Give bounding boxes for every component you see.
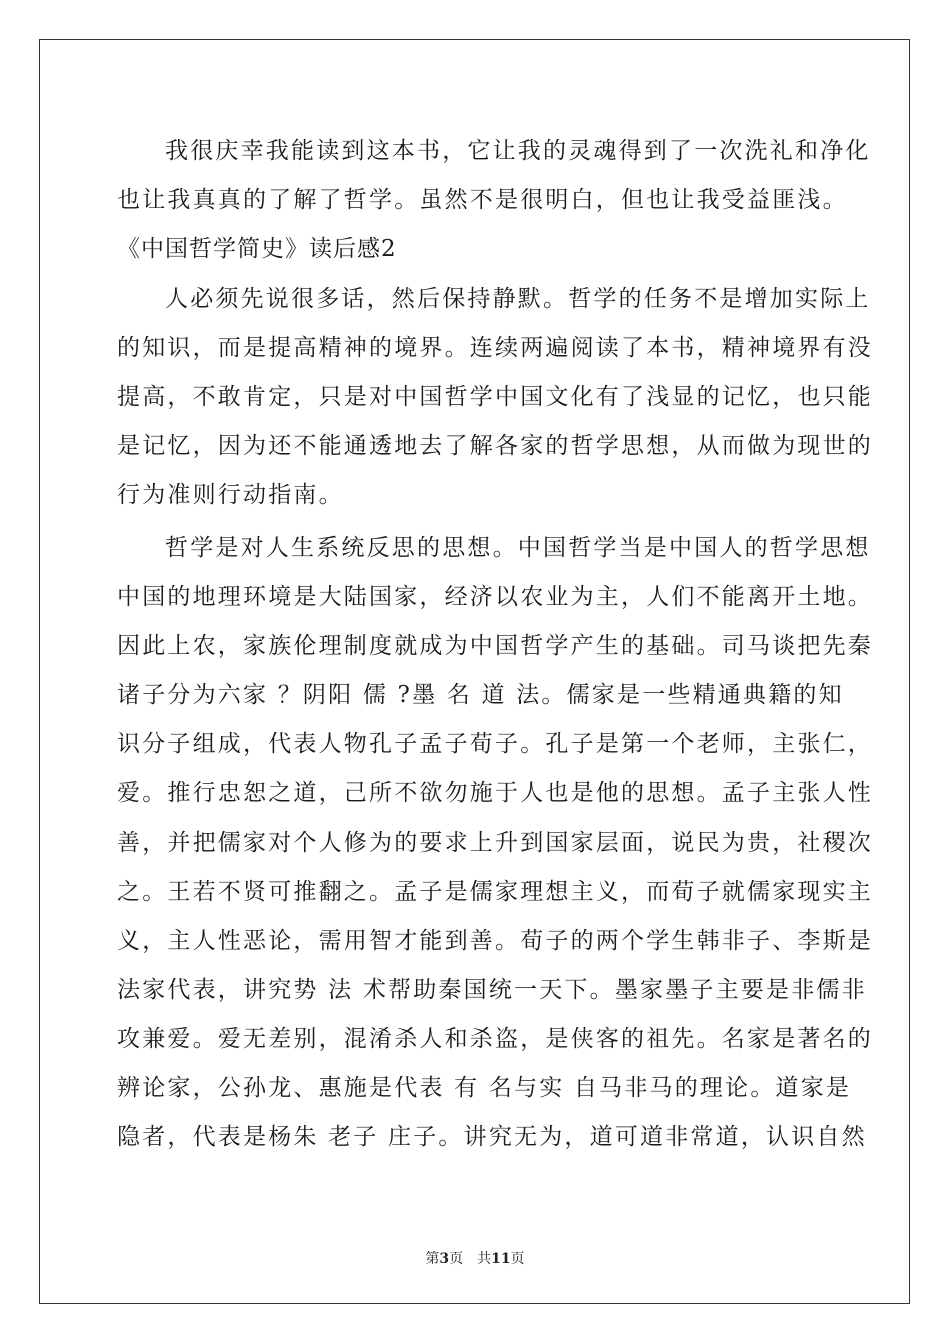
paragraph-line: 识分子组成，代表人物孔子孟子荀子。孔子是第一个老师，主张仁，: [117, 731, 873, 757]
footer-page-total: 11: [491, 1251, 511, 1267]
paragraph-line: 行为准则行动指南。: [117, 482, 344, 508]
section-title: 《中国哲学简史》读后感2: [117, 236, 397, 262]
paragraph-line: 人必须先说很多话，然后保持静默。哲学的任务不是增加实际上: [165, 286, 871, 312]
paragraph-line: 中国的地理环境是大陆国家，经济以农业为主，人们不能离开土地。: [117, 584, 873, 610]
paragraph-line: 隐者，代表是杨朱 老子 庄子。讲究无为，道可道非常道，认识自然: [117, 1124, 867, 1150]
footer-page-current: 3: [439, 1251, 450, 1267]
page-border: [39, 39, 910, 1304]
paragraph-line: 诸子分为六家 ？阴阳 儒 ?墨 名 道 法。儒家是一些精通典籍的知: [117, 682, 844, 708]
footer-page-prefix: 第: [425, 1251, 440, 1267]
paragraph-line: 我很庆幸我能读到这本书，它让我的灵魂得到了一次洗礼和净化: [165, 138, 871, 164]
paragraph-line: 爱。推行忠恕之道，己所不欲勿施于人也是他的思想。孟子主张人性: [117, 780, 873, 806]
paragraph-line: 哲学是对人生系统反思的思想。中国哲学当是中国人的哲学思想: [165, 535, 871, 561]
paragraph-line: 也让我真真的了解了哲学。虽然不是很明白，但也让我受益匪浅。: [117, 187, 848, 213]
paragraph-line: 是记忆，因为还不能通透地去了解各家的哲学思想，从而做为现世的: [117, 433, 873, 459]
paragraph-line: 法家代表，讲究势 法 术帮助秦国统一天下。墨家墨子主要是非儒非: [117, 977, 867, 1003]
paragraph-line: 善，并把儒家对个人修为的要求上升到国家层面，说民为贵，社稷次: [117, 830, 873, 856]
footer-page-mid: 页 共: [449, 1251, 492, 1267]
paragraph-line: 义，主人性恶论，需用智才能到善。荀子的两个学生韩非子、李斯是: [117, 928, 873, 954]
paragraph-line: 的知识，而是提高精神的境界。连续两遍阅读了本书，精神境界有没: [117, 335, 873, 361]
paragraph-line: 攻兼爱。爱无差别，混淆杀人和杀盗，是侠客的祖先。名家是著名的: [117, 1026, 873, 1052]
paragraph-line: 辨论家，公孙龙、惠施是代表 有 名与实 自马非马的理论。道家是: [117, 1075, 852, 1101]
paragraph-line: 提高，不敢肯定，只是对中国哲学中国文化有了浅显的记忆，也只能: [117, 384, 873, 410]
paragraph-line: 之。王若不贤可推翻之。孟子是儒家理想主义，而荀子就儒家现实主: [117, 879, 873, 905]
footer-page-suffix: 页: [510, 1251, 525, 1267]
paragraph-line: 因此上农，家族伦理制度就成为中国哲学产生的基础。司马谈把先秦: [117, 633, 873, 659]
page-footer: [0, 1248, 950, 1268]
